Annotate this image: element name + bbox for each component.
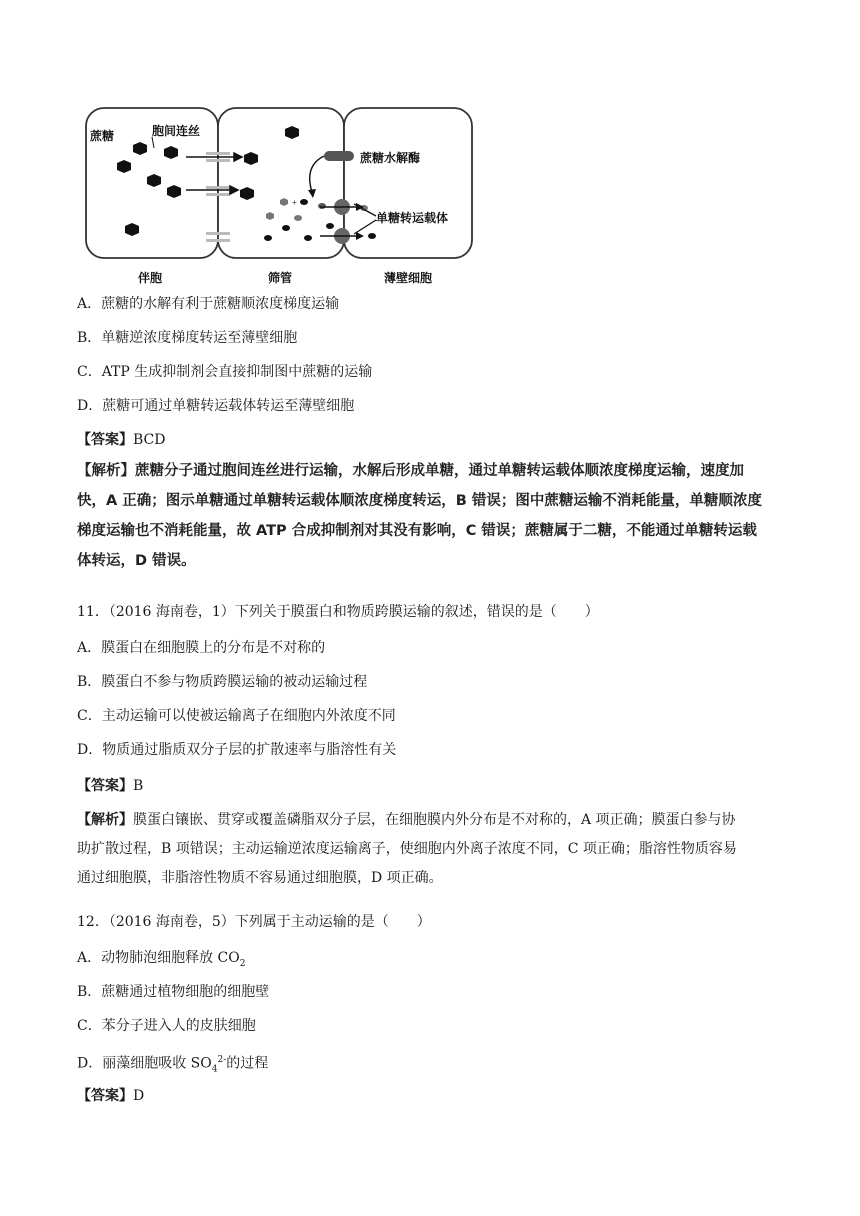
label-plasmodesmata: 胞间连丝	[152, 124, 201, 138]
q11-option-b: B．膜蛋白不参与物质跨膜运输的被动运输过程	[77, 674, 368, 690]
analysis-line	[77, 806, 783, 835]
sucrase-enzyme	[324, 151, 354, 161]
svg-text:+: +	[292, 198, 297, 207]
label-sieve-tube: 筛管	[268, 271, 293, 285]
analysis-tag: 【解析】	[77, 812, 133, 828]
q10-option-c: C．ATP 生成抑制剂会直接抑制图中蔗糖的运输	[77, 364, 373, 380]
q11-option-d: D．物质通过脂质双分子层的扩散速率与脂溶性有关	[77, 742, 397, 758]
analysis-line: 快，A 正确；图示单糖通过单糖转运载体顺浓度梯度转运，B 错误；图中蔗糖运输不消耗能量，单糖顺浓度	[77, 493, 762, 509]
superscript: 2-	[217, 1055, 227, 1065]
subscript: 2	[239, 958, 246, 969]
q10-option-a: A．蔗糖的水解有利于蔗糖顺浓度梯度运输	[77, 296, 340, 312]
q10-option-d: D．蔗糖可通过单糖转运载体转运至薄壁细胞	[77, 398, 355, 414]
answer-value: BCD	[133, 432, 166, 448]
q11-stem: 11．（2016 海南卷，1）下列关于膜蛋白和物质跨膜运输的叙述，错误的是（ ）	[77, 604, 599, 620]
phloem-transport-diagram	[84, 96, 484, 288]
q12-option-c: C．苯分子进入人的皮肤细胞	[77, 1018, 256, 1034]
label-companion-cell: 伴胞	[138, 271, 163, 285]
subscript: 4	[211, 1064, 218, 1075]
option-text: D．丽藻细胞吸收 SO	[77, 1055, 212, 1072]
analysis-text: 膜蛋白镶嵌、贯穿或覆盖磷脂双分子层，在细胞膜内外分布是不对称的，A 项正确；膜蛋白参与协	[133, 812, 736, 828]
answer-value: D	[133, 1088, 145, 1104]
label-parenchyma-cell: 薄壁细胞	[384, 271, 433, 285]
parenchyma-cell-shape	[344, 108, 472, 258]
q12-option-b: B．蔗糖通过植物细胞的细胞壁	[77, 984, 270, 1000]
diagram-svg	[84, 96, 484, 288]
q11-option-a: A．膜蛋白在细胞膜上的分布是不对称的	[77, 640, 326, 656]
analysis-line: 通过细胞膜，非脂溶性物质不容易通过细胞膜，D 项正确。	[77, 870, 443, 886]
analysis-line: 【解析】蔗糖分子通过胞间连丝进行运输，水解后形成单糖，通过单糖转运载体顺浓度梯度运输，速度加	[77, 463, 744, 479]
option-text: A．动物肺泡细胞释放 CO	[77, 950, 240, 966]
q11-answer	[77, 776, 143, 796]
q10-analysis	[77, 456, 777, 576]
answer-value: B	[133, 778, 144, 794]
q11-analysis	[77, 806, 783, 893]
q12-stem: 12．（2016 海南卷，5）下列属于主动运输的是（ ）	[77, 914, 431, 930]
q12-option-a	[77, 948, 245, 974]
analysis-line: 助扩散过程，B 项错误；主动运输逆浓度运输离子，使细胞内外离子浓度不同，C 项正确；脂溶性物质容易	[77, 841, 737, 857]
option-text: 的过程	[226, 1055, 269, 1072]
q12-option-d	[77, 1050, 268, 1079]
answer-tag: 【答案】	[77, 1088, 133, 1104]
label-sucrase: 蔗糖水解酶	[360, 151, 421, 165]
q11-option-c: C．主动运输可以使被运输离子在细胞内外浓度不同	[77, 708, 396, 724]
answer-tag: 【答案】	[77, 432, 133, 448]
label-sucrose: 蔗糖	[90, 129, 115, 143]
q10-answer	[77, 430, 165, 450]
q12-answer	[77, 1086, 144, 1106]
analysis-line: 体转运，D 错误。	[77, 553, 196, 569]
label-monosaccharide-transporter: 单糖转运载体	[376, 211, 449, 225]
analysis-line: 梯度运输也不消耗能量，故 ATP 合成抑制剂对其没有影响，C 错误；蔗糖属于二糖，不能通过单糖转运载	[77, 523, 757, 539]
answer-tag: 【答案】	[77, 778, 133, 794]
q10-option-b: B．单糖逆浓度梯度转运至薄壁细胞	[77, 330, 298, 346]
